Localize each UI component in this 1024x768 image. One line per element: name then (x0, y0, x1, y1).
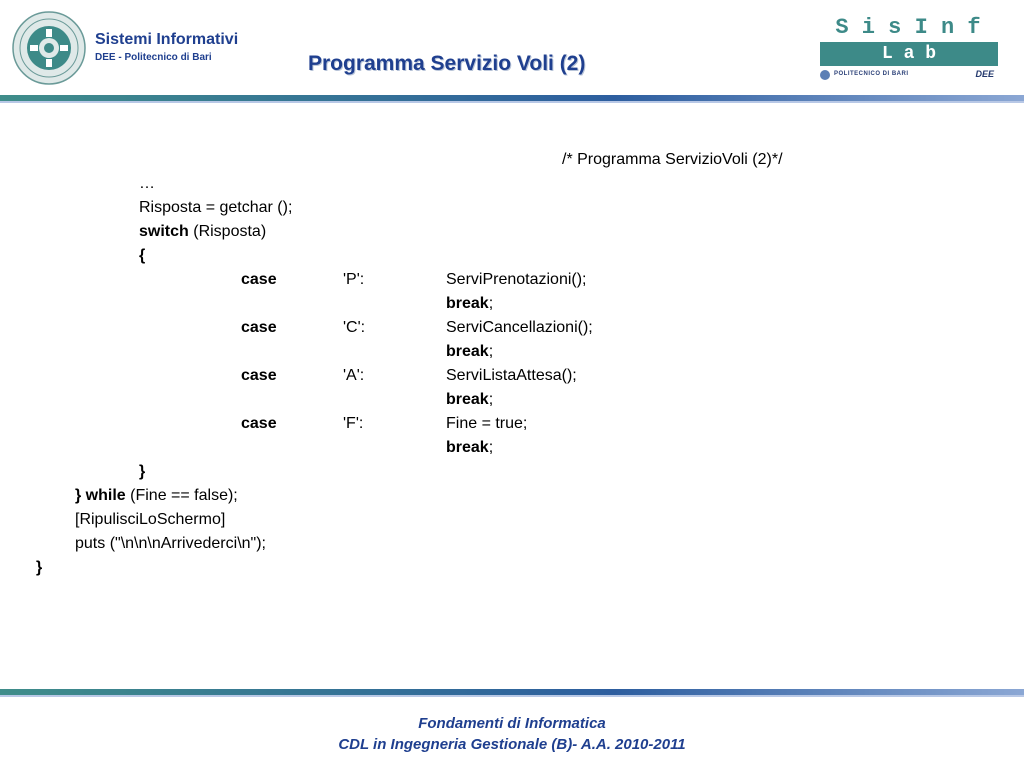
case-label: 'P': (343, 271, 365, 288)
code-switch-line (139, 220, 266, 244)
break-keyword: break (446, 439, 489, 456)
code-comment: /* Programma ServizioVoli (2)*/ (562, 151, 783, 168)
code-getchar-line: Risposta = getchar (); (139, 199, 293, 216)
break-statement (446, 436, 493, 460)
case-label: 'C': (343, 319, 366, 336)
sisinf-lab-logo (818, 14, 1000, 84)
semicolon: ; (488, 391, 494, 408)
dee-logo: DEE (975, 69, 994, 79)
lab-logo-institution: POLITECNICO DI BARI (834, 71, 909, 77)
footer-course: Fondamenti di Informatica (418, 715, 606, 732)
semicolon: ; (488, 295, 494, 312)
lab-logo-footer (820, 69, 998, 81)
header-divider (0, 95, 1024, 103)
lab-logo-top-text: S i s I n f (835, 15, 981, 40)
case-action: ServiListaAttesa(); (446, 367, 577, 384)
lab-logo-bar: L a b (820, 42, 998, 66)
university-seal-icon (12, 11, 86, 85)
break-keyword: break (446, 391, 489, 408)
switch-argument: (Risposta) (188, 223, 267, 240)
code-puts-line: puts ("\n\n\nArrivederci\n"); (75, 535, 266, 552)
brand-title: Sistemi Informativi (95, 31, 239, 48)
semicolon: ; (488, 343, 494, 360)
break-keyword: break (446, 295, 489, 312)
code-while-line (75, 484, 238, 508)
code-close-brace: } (139, 463, 146, 480)
case-action: ServiPrenotazioni(); (446, 271, 587, 288)
case-action: ServiCancellazioni(); (446, 319, 593, 336)
semicolon: ; (488, 439, 494, 456)
code-clear-screen: [RipulisciLoSchermo] (75, 511, 226, 528)
brand-subtitle: DEE - Politecnico di Bari (95, 52, 212, 63)
case-label: 'F': (343, 415, 364, 432)
case-label: 'A': (343, 367, 365, 384)
while-keyword: } while (75, 487, 126, 504)
footer-divider (0, 689, 1024, 697)
code-ellipsis: … (139, 175, 155, 192)
case-keyword: case (241, 367, 277, 384)
break-statement (446, 388, 493, 412)
break-statement (446, 340, 493, 364)
case-keyword: case (241, 271, 277, 288)
while-condition: (Fine == false); (125, 487, 238, 504)
code-final-brace: } (36, 559, 43, 576)
footer-program: CDL in Ingegneria Gestionale (B)- A.A. 2010-2011 (338, 736, 686, 753)
break-keyword: break (446, 343, 489, 360)
politecnico-icon (820, 70, 830, 80)
switch-keyword: switch (139, 223, 189, 240)
break-statement (446, 292, 493, 316)
case-action: Fine = true; (446, 415, 528, 432)
code-open-brace: { (139, 247, 146, 264)
slide-title: Programma Servizio Voli (2) (308, 52, 586, 75)
case-keyword: case (241, 415, 277, 432)
case-keyword: case (241, 319, 277, 336)
